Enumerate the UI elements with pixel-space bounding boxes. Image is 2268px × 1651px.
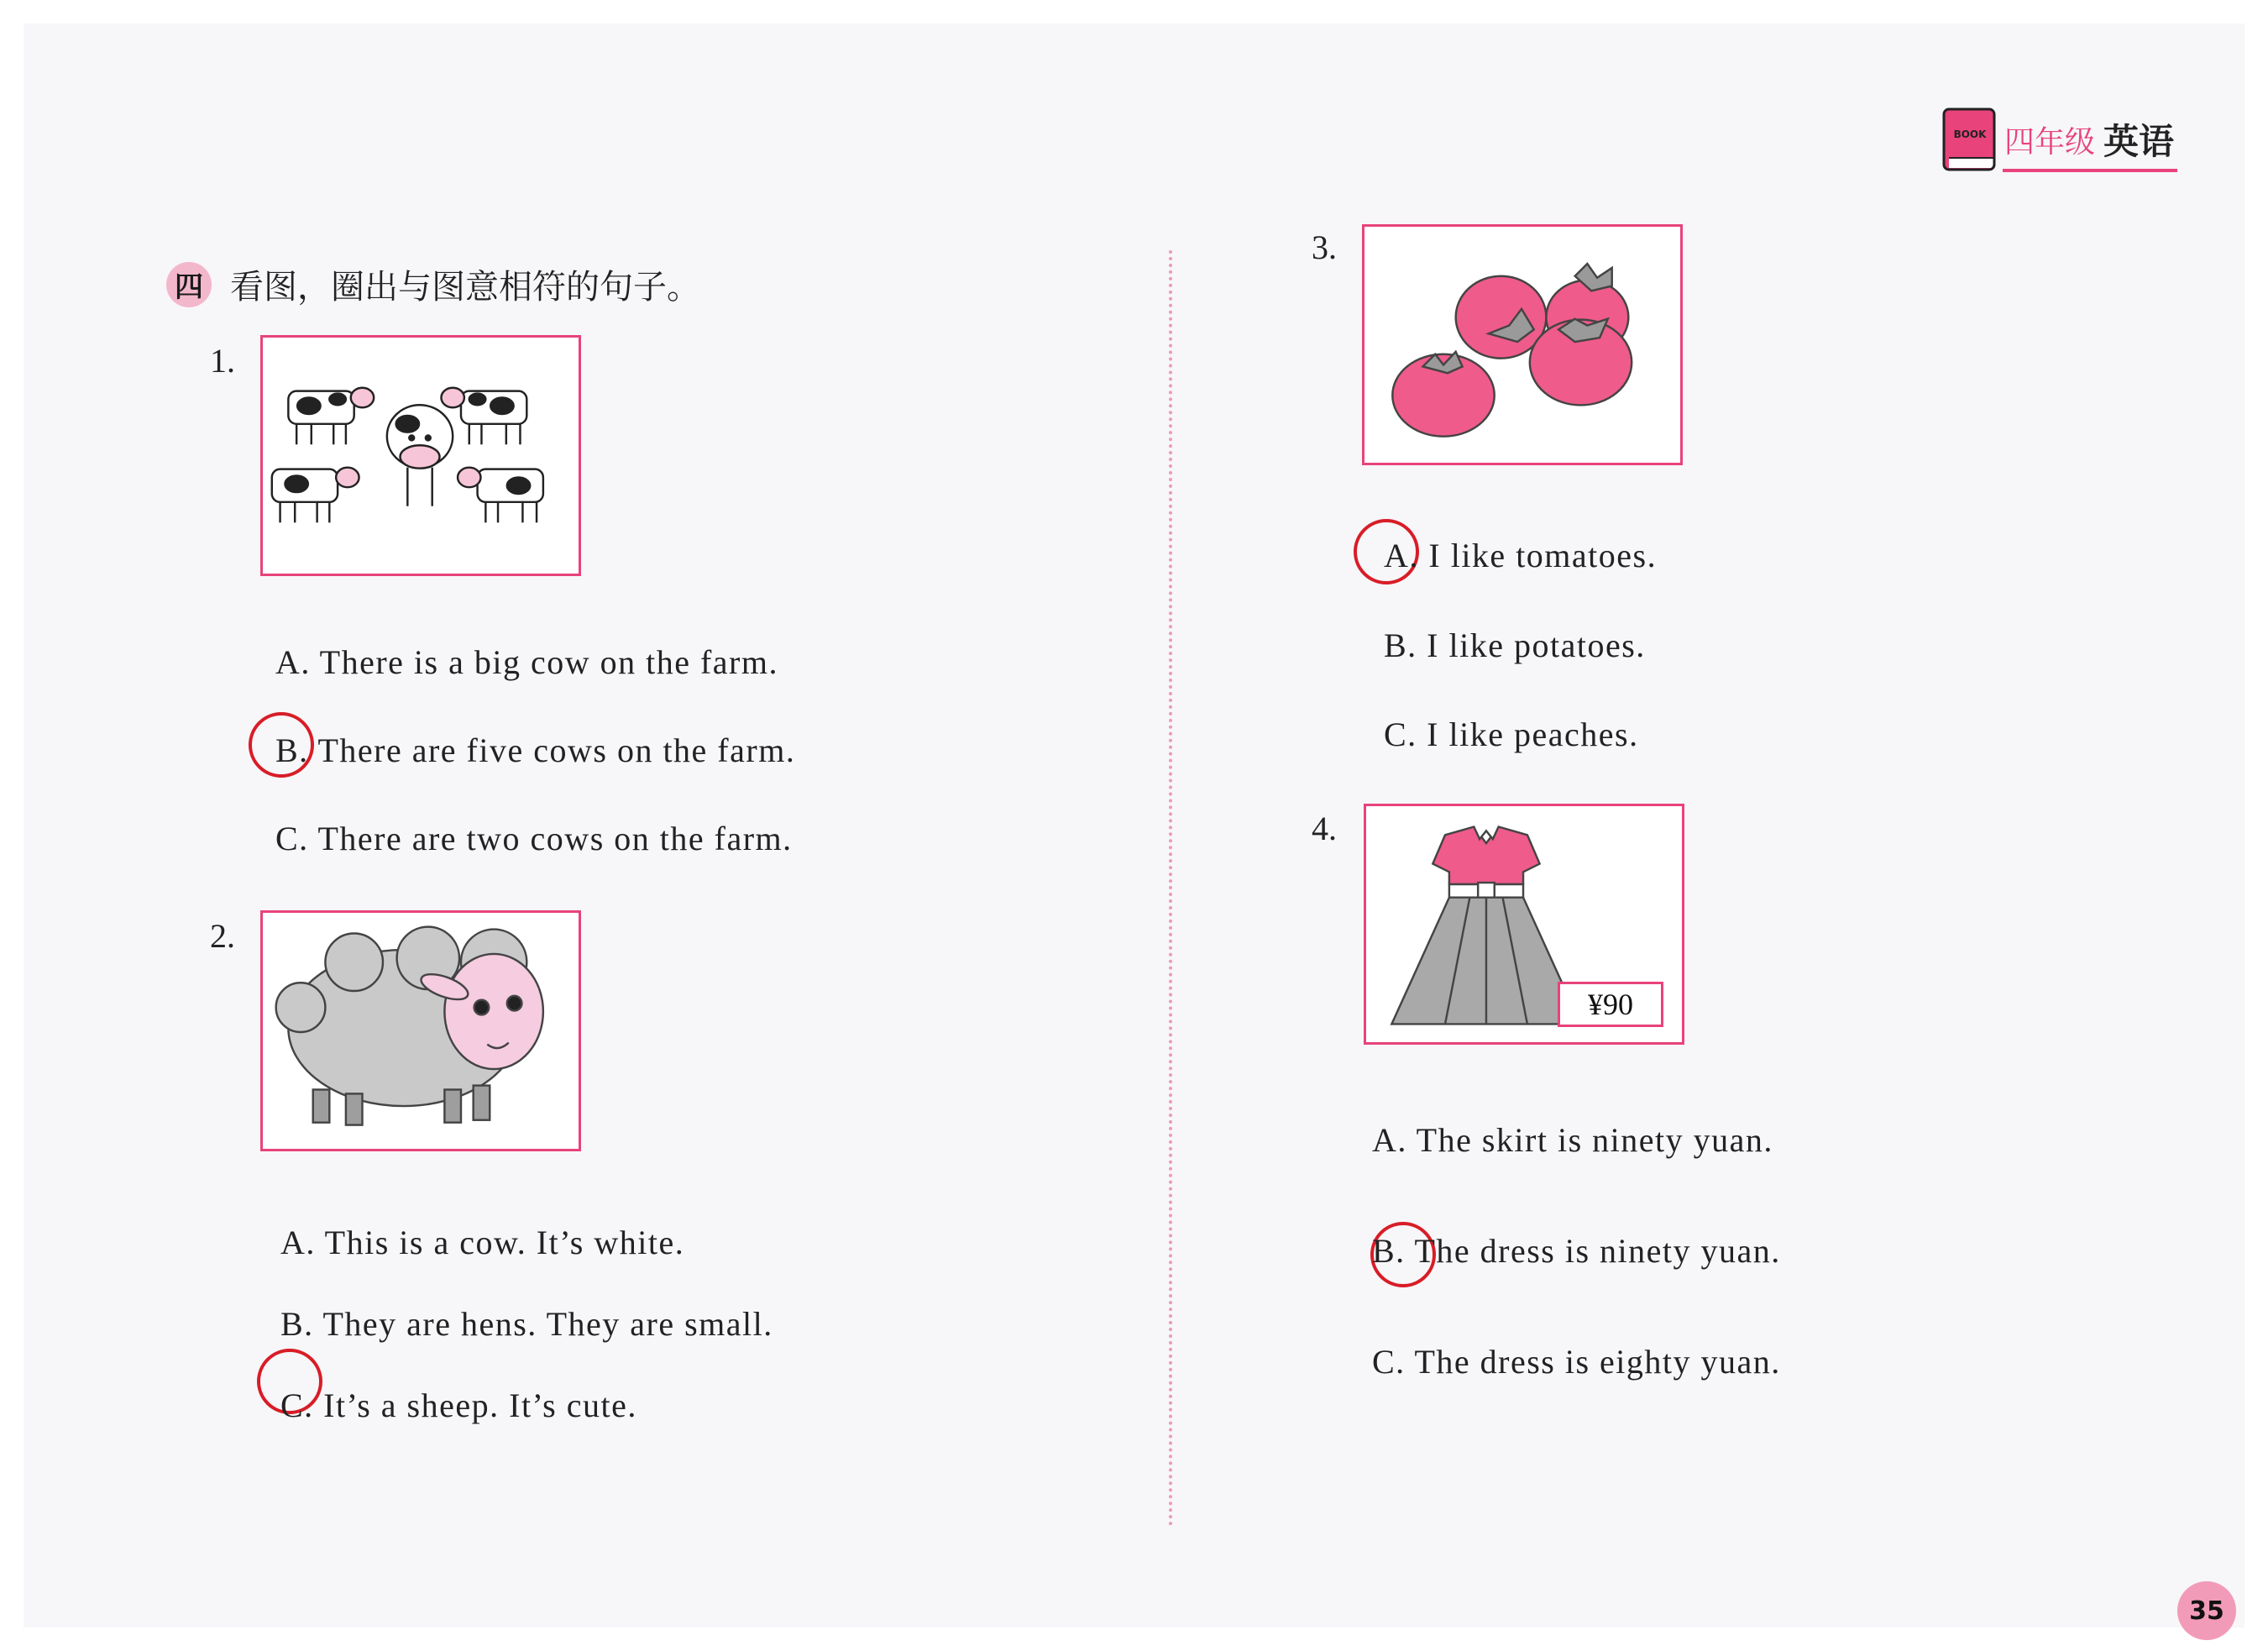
option-c[interactable]: C. It’s a sheep. It’s cute. [280,1386,637,1424]
option-c[interactable]: C. I like peaches. [1384,715,1639,753]
option-a[interactable]: A. The skirt is ninety yuan. [1372,1121,1773,1159]
question-number: 4. [1312,810,1337,847]
section-title: 看图，圈出与图意相符的句子。 [230,268,700,307]
question-number: 2. [210,917,235,955]
option-a[interactable]: A. There is a big cow on the farm. [275,643,778,681]
sheep-icon [263,913,579,1149]
option-b[interactable]: B. They are hens. They are small. [280,1305,773,1343]
option-a[interactable]: A. This is a cow. It’s white. [280,1224,685,1261]
option-b[interactable]: B. There are five cows on the farm. [275,731,796,769]
five-cows-icon [263,338,579,574]
header-badge [1942,106,2174,173]
option-b[interactable]: B. I like potatoes. [1384,626,1646,664]
page-number: 35 [2177,1581,2236,1640]
picture-box [260,335,581,576]
grade-label: 四年级 [2004,124,2096,160]
header-underline [2003,169,2177,172]
tomatoes-icon [1364,227,1680,463]
question-number: 3. [1312,228,1337,266]
question-number: 1. [210,342,235,380]
option-c[interactable]: C. The dress is eighty yuan. [1372,1343,1781,1381]
option-c[interactable]: C. There are two cows on the farm. [275,820,793,857]
picture-box [1364,804,1684,1045]
picture-box [1362,224,1683,465]
center-divider [1169,250,1172,1527]
subject-label: 英语 [2103,121,2175,162]
price-tag: ¥90 [1558,982,1663,1027]
book-icon [1942,106,1998,173]
section-number: 四 [166,262,212,307]
option-b[interactable]: B. The dress is ninety yuan. [1372,1232,1781,1270]
option-a[interactable]: A. I like tomatoes. [1384,537,1658,574]
section-heading [166,260,700,308]
workbook-page [24,24,2244,1627]
picture-box [260,910,581,1151]
book-label: BOOK [1953,128,1987,140]
